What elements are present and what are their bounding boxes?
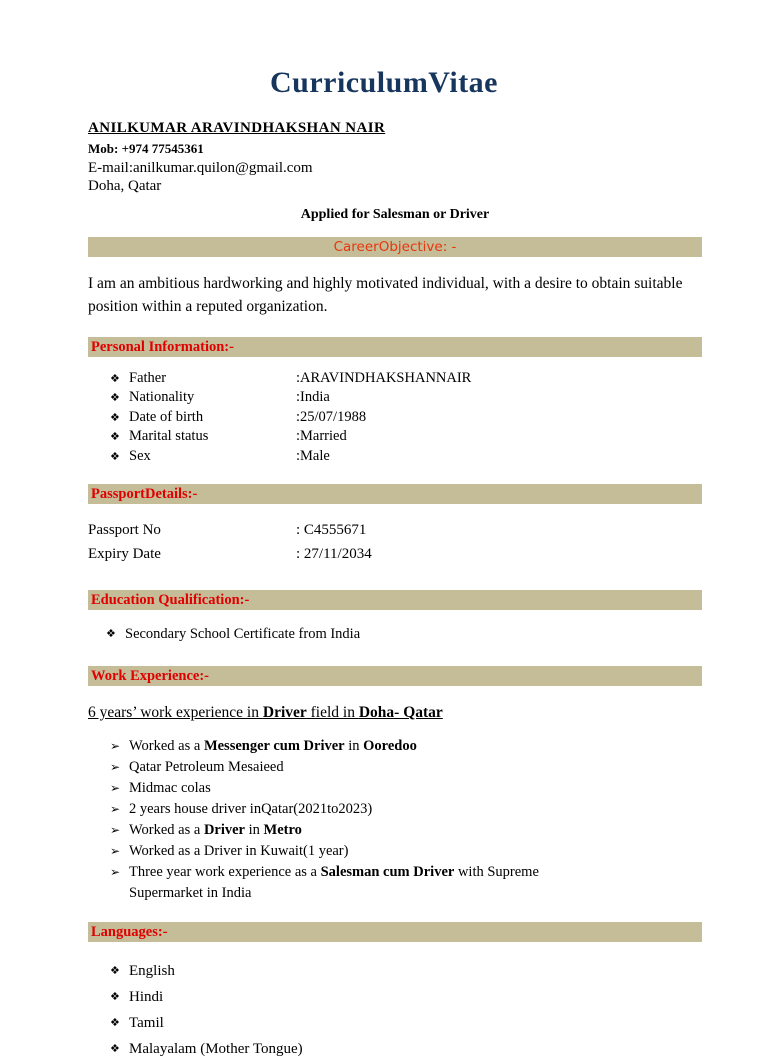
field-label: Passport No bbox=[88, 522, 161, 539]
field-value: :ARAVINDHAKSHANNAIR bbox=[296, 369, 472, 386]
item-text: English bbox=[129, 963, 175, 980]
work-list bbox=[88, 736, 702, 904]
work-item bbox=[88, 757, 702, 778]
section-header-passport-details bbox=[88, 484, 702, 504]
section-heading-text: Education Qualification:- bbox=[91, 592, 250, 609]
section-heading-text: Work Experience:- bbox=[91, 668, 209, 685]
text-segment: Midmac colas bbox=[129, 780, 211, 797]
section-heading-text: Personal Information:- bbox=[91, 338, 234, 355]
personal-info-row bbox=[88, 369, 702, 389]
field-value: :25/07/1988 bbox=[296, 408, 367, 425]
text-segment: in bbox=[344, 738, 364, 755]
work-item bbox=[88, 736, 702, 757]
passport-row bbox=[88, 542, 702, 566]
diamond-bullet-icon: ❖ bbox=[110, 1042, 120, 1056]
field-label: Date of birth bbox=[129, 408, 204, 425]
work-item bbox=[88, 862, 702, 904]
work-item bbox=[88, 799, 702, 820]
page-title: CurriculumVitae bbox=[269, 66, 499, 100]
item-text bbox=[129, 841, 348, 862]
item-text bbox=[129, 820, 302, 841]
field-label: Expiry Date bbox=[88, 546, 161, 563]
arrow-bullet-icon: ➢ bbox=[110, 823, 121, 838]
field-label: Sex bbox=[129, 447, 151, 464]
mobile-number: Mob: +974 77545361 bbox=[88, 141, 204, 157]
applied-position: Applied for Salesman or Driver bbox=[300, 207, 490, 223]
section-heading-text: PassportDetails:- bbox=[91, 486, 198, 503]
diamond-bullet-icon: ❖ bbox=[110, 410, 120, 424]
section-heading-text: Languages:- bbox=[91, 924, 168, 941]
diamond-bullet-icon: ❖ bbox=[110, 990, 120, 1004]
personal-info-row bbox=[88, 427, 702, 447]
section-header-work-experience bbox=[88, 666, 702, 686]
diamond-bullet-icon: ❖ bbox=[110, 964, 120, 978]
education-item bbox=[88, 624, 702, 644]
text-segment: Ooredoo bbox=[363, 738, 417, 755]
field-value: :Male bbox=[296, 447, 330, 464]
location-text: Doha, Qatar bbox=[88, 178, 162, 195]
cv-content bbox=[88, 120, 702, 1062]
arrow-bullet-icon: ➢ bbox=[110, 781, 121, 796]
education-list bbox=[88, 624, 702, 644]
text-segment: Three year work experience as a bbox=[129, 864, 321, 881]
item-text bbox=[129, 799, 372, 820]
applicant-name: ANILKUMAR ARAVINDHAKSHAN NAIR bbox=[88, 120, 386, 137]
text-segment: Doha- Qatar bbox=[358, 704, 443, 722]
language-item bbox=[88, 1036, 702, 1062]
language-item bbox=[88, 1010, 702, 1036]
passport-list bbox=[88, 518, 702, 566]
section-heading-text: CareerObjective: - bbox=[333, 239, 457, 256]
passport-row bbox=[88, 518, 702, 542]
text-segment: Worked as a bbox=[129, 738, 204, 755]
text-segment: with Supreme Supermarket in India bbox=[129, 864, 539, 902]
text-segment: Metro bbox=[263, 822, 302, 839]
item-text: Secondary School Certificate from India bbox=[125, 626, 361, 643]
personal-info-row bbox=[88, 408, 702, 428]
item-text: Malayalam (Mother Tongue) bbox=[129, 1041, 303, 1058]
diamond-bullet-icon: ❖ bbox=[110, 1016, 120, 1030]
item-text bbox=[129, 736, 417, 757]
language-item bbox=[88, 984, 702, 1010]
text-segment: in bbox=[245, 822, 264, 839]
arrow-bullet-icon: ➢ bbox=[110, 844, 121, 859]
work-item bbox=[88, 778, 702, 799]
item-text bbox=[129, 778, 211, 799]
diamond-bullet-icon: ❖ bbox=[110, 449, 120, 463]
arrow-bullet-icon: ➢ bbox=[110, 802, 121, 817]
field-value: : 27/11/2034 bbox=[296, 546, 372, 563]
text-segment: Worked as a Driver in Kuwait(1 year) bbox=[129, 843, 349, 860]
diamond-bullet-icon: ❖ bbox=[110, 391, 120, 405]
text-segment: Qatar Petroleum Mesaieed bbox=[129, 759, 284, 776]
work-item bbox=[88, 841, 702, 862]
text-segment: Messenger cum Driver bbox=[203, 738, 345, 755]
field-label: Marital status bbox=[129, 428, 209, 445]
diamond-bullet-icon: ❖ bbox=[106, 627, 116, 641]
section-header-career-objective bbox=[88, 237, 702, 257]
field-value: :India bbox=[296, 389, 330, 406]
field-value: : C4555671 bbox=[296, 522, 367, 539]
arrow-bullet-icon: ➢ bbox=[110, 739, 121, 754]
work-summary bbox=[88, 704, 702, 722]
item-text: Hindi bbox=[129, 989, 164, 1006]
personal-info-row bbox=[88, 388, 702, 408]
work-item bbox=[88, 820, 702, 841]
field-value: :Married bbox=[296, 428, 347, 445]
text-segment: field in bbox=[306, 704, 359, 722]
section-header-education-qualification bbox=[88, 590, 702, 610]
languages-list bbox=[88, 958, 702, 1062]
text-segment: 6 years’ work experience in bbox=[88, 704, 263, 722]
text-segment: Worked as a bbox=[129, 822, 204, 839]
objective-text: I am an ambitious hardworking and highly motivated individual, with a desire to obtain suitable position within a reputed organization. bbox=[88, 275, 683, 316]
language-item bbox=[88, 958, 702, 984]
text-segment: Driver bbox=[203, 822, 245, 839]
item-text: Tamil bbox=[129, 1015, 164, 1032]
section-header-languages bbox=[88, 922, 702, 942]
arrow-bullet-icon: ➢ bbox=[110, 760, 121, 775]
text-segment: Driver bbox=[262, 704, 307, 722]
item-text bbox=[129, 862, 609, 904]
section-header-personal-information bbox=[88, 337, 702, 357]
personal-info-row bbox=[88, 447, 702, 467]
diamond-bullet-icon: ❖ bbox=[110, 430, 120, 444]
text-segment: Salesman cum Driver bbox=[320, 864, 455, 881]
item-text bbox=[129, 757, 284, 778]
field-label: Father bbox=[129, 369, 167, 386]
email-address: E-mail:anilkumar.quilon@gmail.com bbox=[88, 160, 313, 177]
arrow-bullet-icon: ➢ bbox=[110, 865, 121, 880]
text-segment: 2 years house driver inQatar(2021to2023) bbox=[129, 801, 373, 818]
field-label: Nationality bbox=[129, 389, 195, 406]
diamond-bullet-icon: ❖ bbox=[110, 371, 120, 385]
personal-info-list bbox=[88, 369, 702, 467]
